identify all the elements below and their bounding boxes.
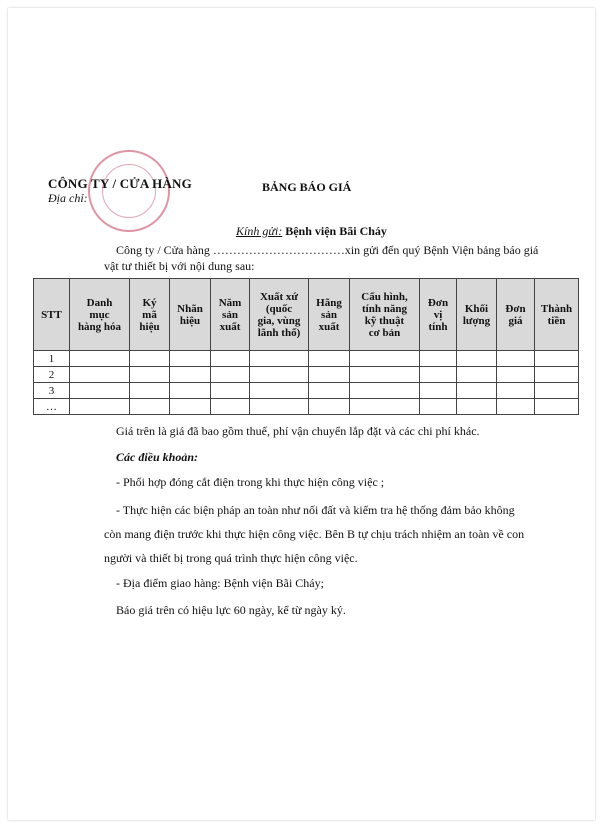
row-number: 1 <box>34 351 70 367</box>
table-row <box>34 383 579 399</box>
term-2-line-2: còn mang điện trước khi thực hiện công việc. Bên B tự chịu trách nhiệm an toàn về con <box>104 527 525 541</box>
row-number: 3 <box>34 383 70 399</box>
col-header-symbol-code: Ký mã hiệu <box>130 279 170 351</box>
row-number: … <box>34 399 70 415</box>
col-header-unit: Đơn vị tính <box>420 279 457 351</box>
col-header-unit-price: Đơn giá <box>497 279 535 351</box>
recipient-name: Bệnh viện Bãi Cháy <box>285 224 387 238</box>
term-3: - Địa điểm giao hàng: Bệnh viện Bãi Cháy; <box>116 576 324 590</box>
col-header-origin: Xuất xứ (quốc gia, vùng lãnh thổ) <box>250 279 309 351</box>
recipient-label: Kính gửi: <box>236 224 283 238</box>
table-header-row <box>34 279 579 351</box>
term-1: - Phối hợp đóng cắt điện trong khi thực hiện công việc ; <box>116 475 385 489</box>
col-header-year: Năm sản xuất <box>211 279 250 351</box>
intro-line-1: Công ty / Cửa hàng ……………………………xin gửi đến quý Bệnh Viện bảng báo giá <box>116 243 539 257</box>
table-row <box>34 367 579 383</box>
table-row <box>34 351 579 367</box>
validity-note: Báo giá trên có hiệu lực 60 ngày, kể từ ngày ký. <box>116 603 346 617</box>
address-label: Địa chỉ: <box>48 191 88 205</box>
col-header-manufacturer: Hãng sản xuất <box>309 279 350 351</box>
col-header-item-name: Danh mục hàng hóa <box>70 279 130 351</box>
col-header-quantity: Khối lượng <box>457 279 497 351</box>
intro-line-2: vật tư thiết bị với nội dung sau: <box>104 259 255 273</box>
col-header-stt: STT <box>34 279 70 351</box>
term-2-line-3: người và thiết bị trong quá trình thực hiện công việc. <box>104 551 358 565</box>
col-header-brand: Nhãn hiệu <box>170 279 211 351</box>
company-name: CÔNG TY / CỬA HÀNG <box>48 176 192 191</box>
col-header-total: Thành tiền <box>535 279 579 351</box>
quotation-table <box>33 278 579 415</box>
document-title: BẢNG BÁO GIÁ <box>262 180 352 194</box>
recipient-line <box>236 224 387 239</box>
price-note: Giá trên là giá đã bao gồm thuế, phí vận chuyển lắp đặt và các chi phí khác. <box>116 424 480 438</box>
term-2-line-1: - Thực hiện các biện pháp an toàn như nối đất và kiểm tra hệ thống đảm bảo không <box>116 503 515 517</box>
row-number: 2 <box>34 367 70 383</box>
terms-heading: Các điều khoản: <box>116 450 199 464</box>
table-row <box>34 399 579 415</box>
col-header-specs: Cấu hình, tính năng kỹ thuật cơ bản <box>350 279 420 351</box>
